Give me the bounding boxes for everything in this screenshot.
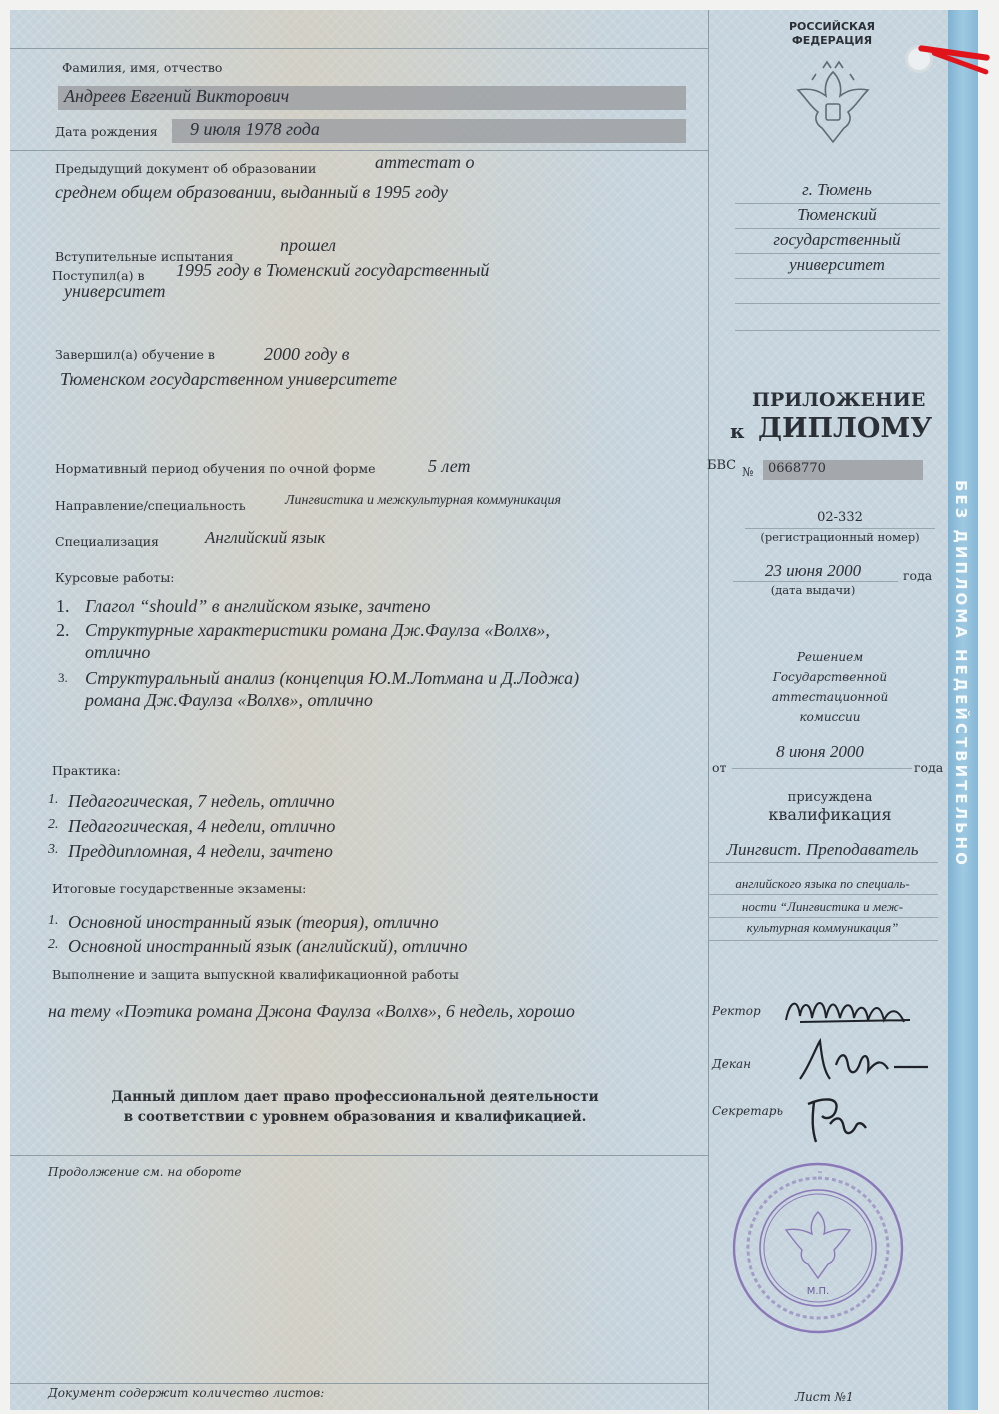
period-value: 5 лет — [428, 456, 471, 476]
direction-label: Направление/специальность — [55, 498, 246, 513]
institution-rule-5 — [735, 303, 940, 304]
practice-num-3: 3. — [48, 842, 59, 857]
coursework-num-2: 2. — [56, 620, 70, 640]
decision-line-2: Государственной — [772, 670, 888, 684]
rights-line-2: в соответствии с уровнем образования и квалификацией. — [123, 1109, 587, 1125]
practice-num-1: 1. — [48, 792, 59, 807]
issue-date: 23 июня 2000 — [764, 561, 862, 580]
institution-line-2: Тюменский — [797, 205, 877, 224]
exams-num-1: 1. — [48, 913, 59, 928]
country-line-1: РОССИЙСКАЯ — [788, 20, 876, 33]
issue-label: (дата выдачи) — [770, 583, 856, 597]
decision-year-word: года — [914, 760, 944, 775]
direction-value: Лингвистика и межкультурная коммуникация — [285, 493, 561, 508]
thesis-label: Выполнение и защита выпускной квалификационной работы — [52, 967, 459, 982]
institution-line-3: государственный — [773, 230, 901, 249]
institution-rule-3 — [735, 253, 940, 254]
qualification-rule-4 — [708, 940, 938, 941]
qualification-line-2: английского языка по специаль- — [735, 876, 910, 891]
number-sign: № — [742, 465, 754, 479]
exams-item-2: Основной иностранный язык (английский), отлично — [68, 936, 468, 956]
dean-signature — [790, 1035, 940, 1085]
practice-item-3: Преддипломная, 4 недели, зачтено — [68, 841, 333, 861]
qualification-line-1: Лингвист. Преподаватель — [726, 840, 919, 859]
coursework-label: Курсовые работы: — [55, 570, 175, 585]
practice-label: Практика: — [52, 763, 121, 778]
title-k: к — [730, 419, 745, 443]
institution-rule-6 — [735, 330, 940, 331]
issue-year-word: года — [903, 568, 933, 583]
specialization-label: Специализация — [55, 534, 159, 549]
title-diploma: ДИПЛОМУ — [758, 413, 933, 444]
name-label: Фамилия, имя, отчество — [62, 60, 223, 75]
entrance-exams-label: Вступительные испытания — [55, 249, 234, 264]
practice-num-2: 2. — [48, 817, 59, 832]
previous-doc-value-line1: аттестат о — [375, 152, 475, 172]
specialization-value: Английский язык — [205, 528, 326, 547]
practice-item-2: Педагогическая, 4 недели, отлично — [68, 816, 336, 836]
awarded-line-2: квалификация — [768, 805, 892, 824]
decision-line-3: аттестационной — [771, 690, 889, 704]
exams-item-1: Основной иностранный язык (теория), отлично — [68, 912, 439, 932]
completed-label: Завершил(а) обучение в — [55, 347, 215, 362]
decision-date: 8 июня 2000 — [776, 742, 864, 761]
sheet-number: Лист №1 — [795, 1390, 854, 1404]
name-value: Андреев Евгений Викторович — [64, 86, 290, 106]
entrance-exams-value: прошел — [280, 235, 336, 255]
decision-line-1: Решением — [796, 650, 864, 664]
sheets-count-label: Документ содержит количество листов: — [48, 1386, 325, 1400]
admitted-value-line2: университет — [64, 281, 166, 301]
completed-value-line2: Тюменском государственном университете — [60, 369, 398, 389]
qualification-rule-1 — [708, 862, 938, 863]
svg-text:М.П.: М.П. — [806, 1286, 830, 1297]
qualification-line-4: культурная коммуникация” — [746, 920, 899, 935]
institution-rule-2 — [735, 228, 940, 229]
rule-top — [10, 48, 708, 49]
previous-doc-value-line2: среднем общем образовании, выданный в 1995 году — [55, 182, 448, 202]
coursework-item-1: Глагол “should” в английском языке, зачтено — [85, 596, 431, 616]
institution-rule-1 — [735, 203, 940, 204]
secretary-label: Секретарь — [712, 1104, 783, 1118]
exams-label: Итоговые государственные экзамены: — [52, 881, 307, 896]
reg-label: (регистрационный номер) — [760, 530, 920, 544]
dean-label: Декан — [712, 1057, 752, 1071]
country-line-2: ФЕДЕРАЦИЯ — [791, 34, 873, 47]
side-stripe-text: БЕЗ ДИПЛОМА НЕДЕЙСТВИТЕЛЬНО — [952, 480, 970, 868]
coursework-item-2-line2: отлично — [85, 642, 151, 662]
dob-value: 9 июля 1978 года — [190, 119, 320, 139]
rule-after-dob — [10, 150, 708, 151]
coursework-num-3: 3. — [58, 670, 68, 685]
coursework-num-1: 1. — [56, 596, 70, 616]
coursework-item-3-line2: романа Дж.Фаулза «Волхв», отлично — [85, 690, 373, 710]
issue-date-rule — [733, 581, 898, 582]
reg-number: 02-332 — [817, 510, 863, 525]
qualification-rule-2 — [708, 894, 938, 895]
rule-bottom — [10, 1383, 708, 1384]
reg-number-rule — [745, 528, 935, 529]
awarded-line-1: присуждена — [787, 790, 873, 805]
institution-line-1: г. Тюмень — [802, 180, 872, 199]
diploma-number: 0668770 — [768, 461, 826, 476]
completed-value-line1: 2000 году в — [264, 344, 350, 364]
continued-note: Продолжение см. на обороте — [48, 1165, 242, 1179]
previous-doc-label: Предыдущий документ об образовании — [55, 161, 317, 176]
decision-date-rule — [732, 768, 912, 769]
admitted-label: Поступил(а) в — [52, 268, 145, 283]
coursework-item-3-line1: Структуральный анализ (концепция Ю.М.Лотмана и Д.Лоджа) — [85, 668, 580, 688]
exams-num-2: 2. — [48, 937, 59, 952]
russian-coat-of-arms-icon — [788, 58, 878, 150]
decision-from: от — [712, 760, 727, 775]
period-label: Нормативный период обучения по очной форме — [55, 461, 376, 476]
rector-label: Ректор — [712, 1004, 761, 1018]
official-seal — [730, 1160, 906, 1336]
title-appendix: ПРИЛОЖЕНИЕ — [752, 389, 926, 411]
rector-signature — [780, 990, 920, 1036]
secretary-signature — [800, 1094, 880, 1146]
thesis-value: на тему «Поэтика романа Джона Фаулза «Волхв», 6 недель, хорошо — [48, 1001, 575, 1021]
institution-line-4: университет — [789, 255, 885, 274]
dob-label: Дата рождения — [55, 124, 158, 139]
qualification-rule-3 — [708, 917, 938, 918]
decision-line-4: комиссии — [799, 710, 861, 724]
institution-rule-4 — [735, 278, 940, 279]
admitted-value-line1: 1995 году в Тюменский государственный — [176, 260, 490, 280]
rule-before-footer — [10, 1155, 708, 1156]
practice-item-1: Педагогическая, 7 недель, отлично — [68, 791, 335, 811]
qualification-line-3: ности “Лингвистика и меж- — [741, 899, 904, 914]
coursework-item-2-line1: Структурные характеристики романа Дж.Фаулза «Волхв», — [85, 620, 550, 640]
rights-line-1: Данный диплом дает право профессиональной деятельности — [111, 1089, 599, 1105]
series-label: БВС — [707, 458, 737, 473]
